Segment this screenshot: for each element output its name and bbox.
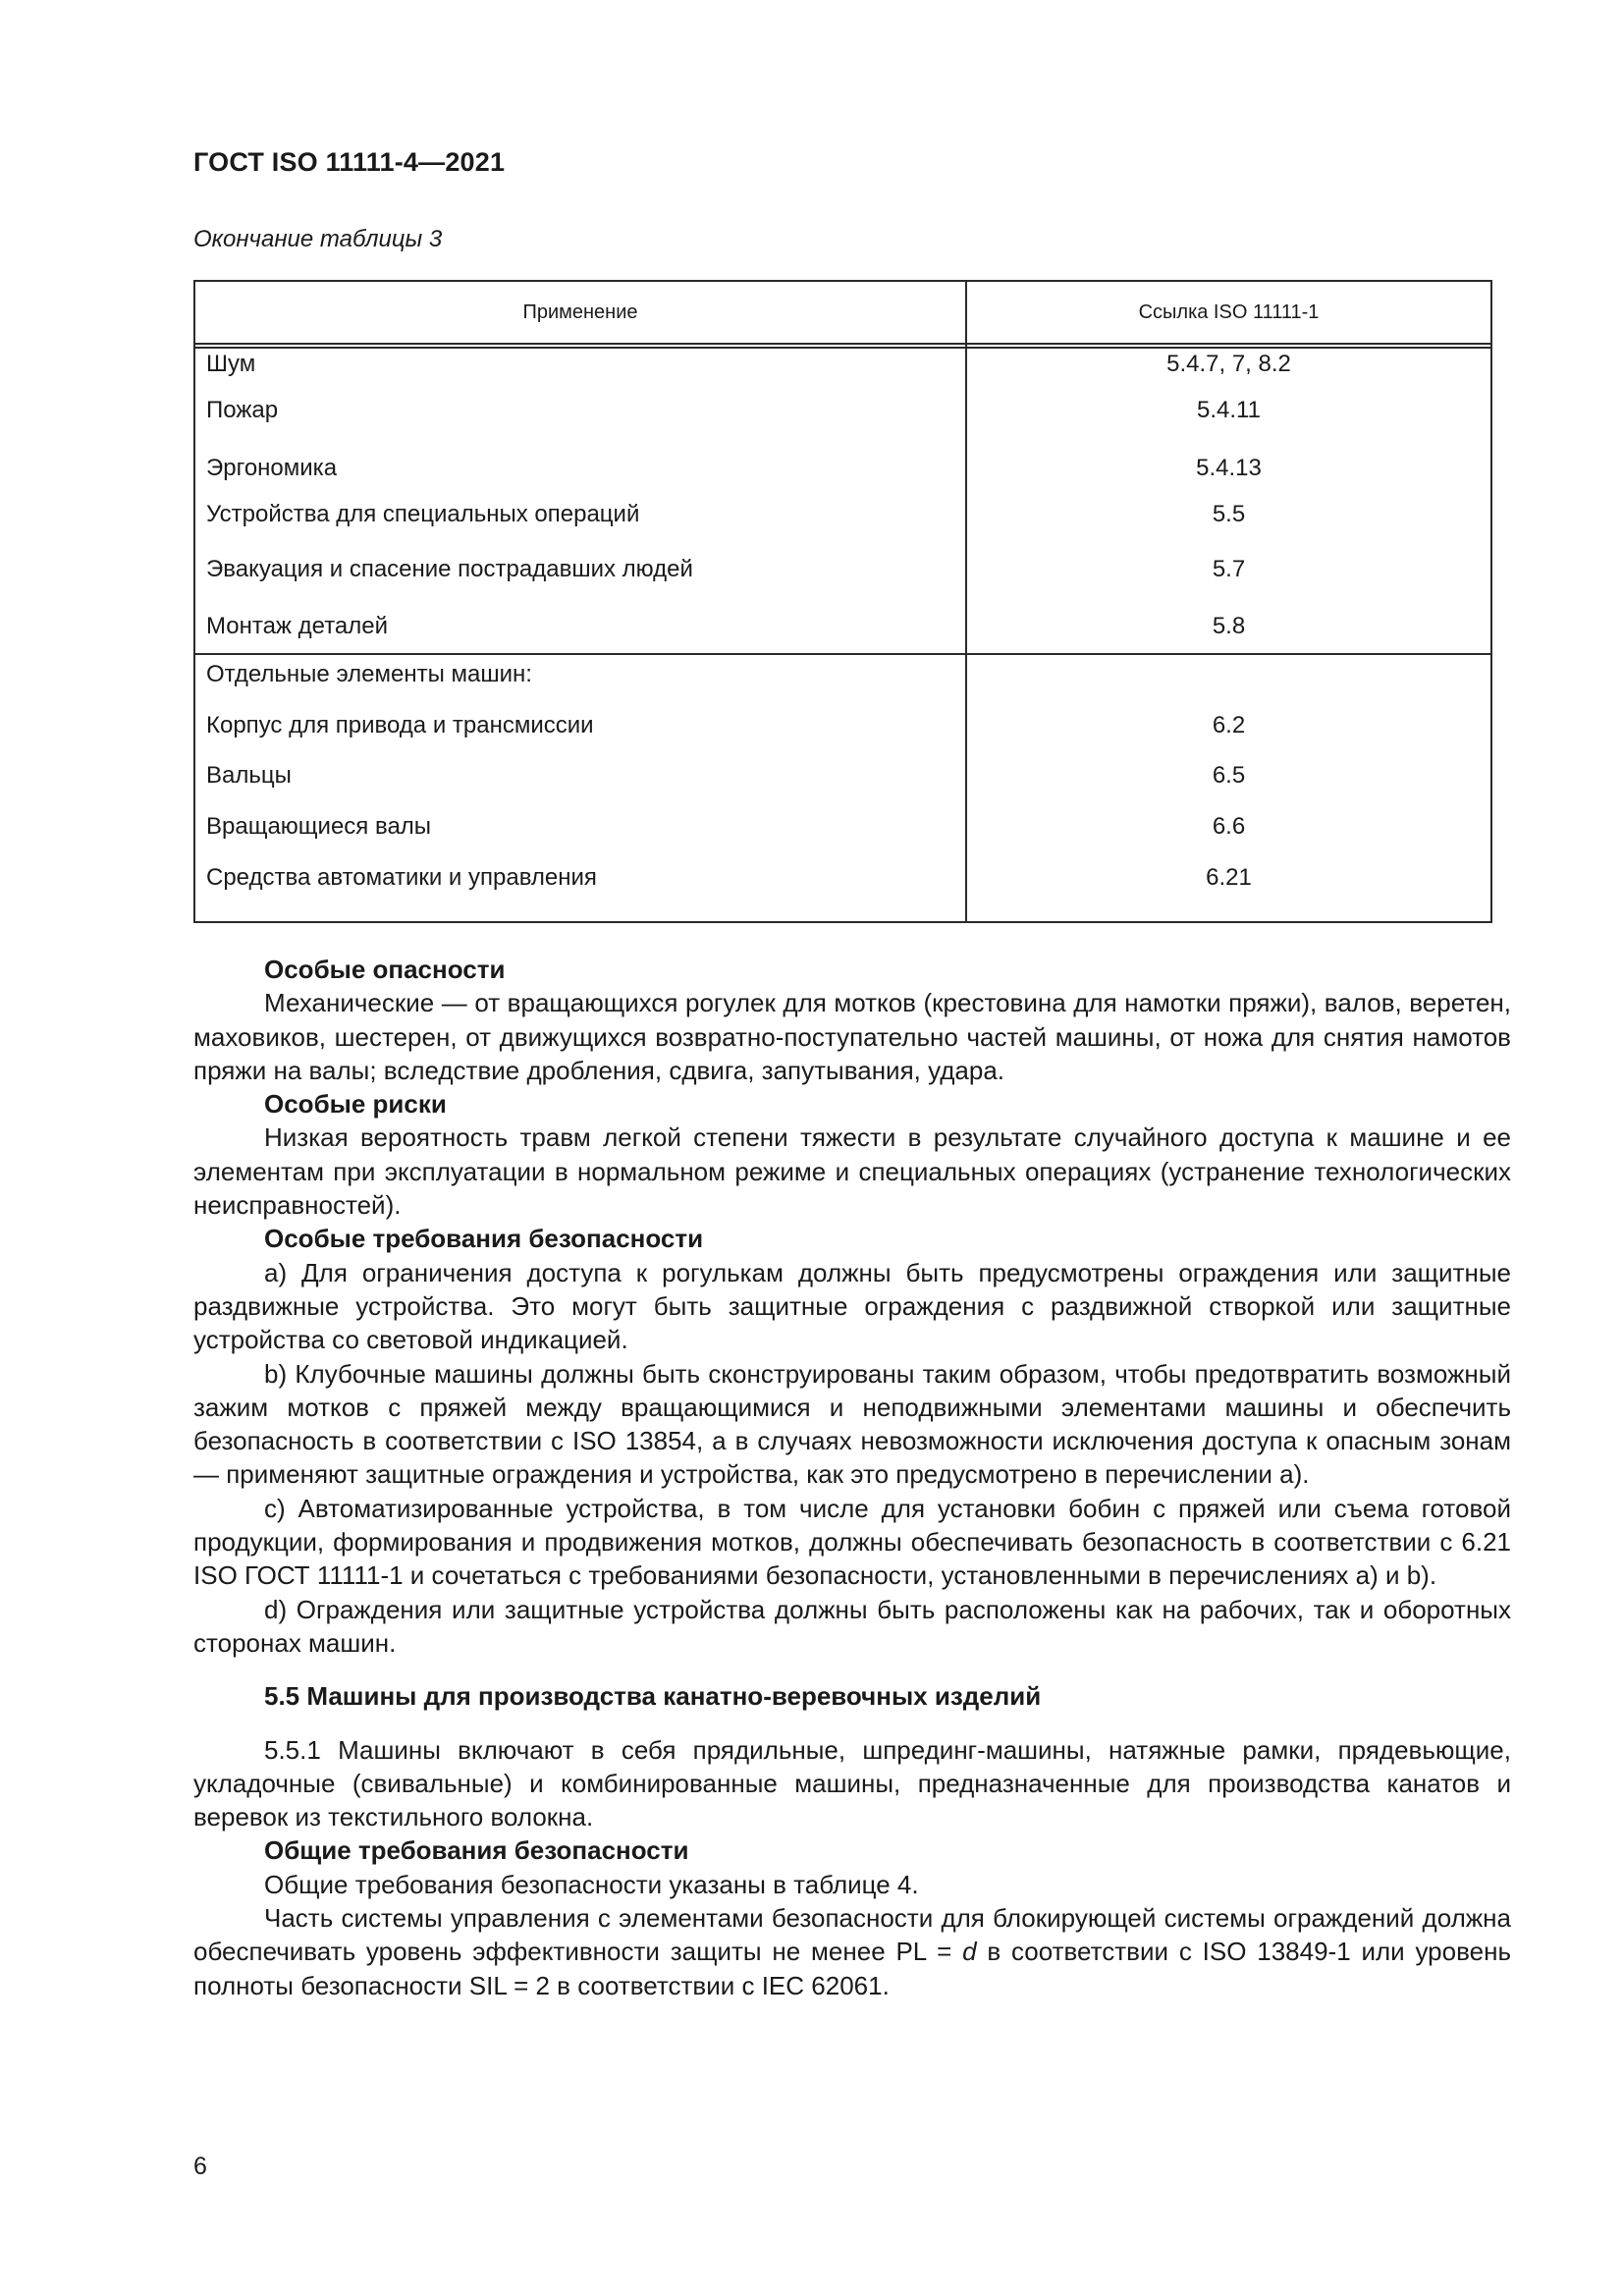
table-3-continuation bbox=[193, 280, 1492, 923]
cell-reference: 5.4.7, 7, 8.2 bbox=[1166, 351, 1291, 377]
cell-reference: 6.5 bbox=[1212, 762, 1246, 789]
cell-reference: 5.4.11 bbox=[1197, 397, 1261, 423]
paragraph-table-4-reference: Общие требования безопасности указаны в таблице 4. bbox=[264, 1869, 919, 1899]
table-row bbox=[195, 391, 1490, 430]
cell-application: Устройства для специальных операций bbox=[206, 501, 640, 527]
paragraph-requirement-d: d) Ограждения или защитные устройства должны быть расположены как на рабочих, так и оборотных сторонах машин. bbox=[193, 1594, 1511, 1658]
table-row bbox=[195, 655, 1490, 694]
cell-application: Шум bbox=[206, 351, 256, 377]
cell-reference: 6.21 bbox=[1206, 864, 1252, 891]
cell-reference: 6.6 bbox=[1212, 813, 1246, 840]
cell-application: Вальцы bbox=[206, 762, 292, 789]
cell-application: Эргономика bbox=[206, 455, 338, 481]
section-heading-5-5: 5.5 Машины для производства канатно-веревочных изделий bbox=[264, 1681, 1042, 1712]
heading-special-safety-requirements: Особые требования безопасности bbox=[264, 1224, 704, 1254]
cell-application: Отдельные элементы машин: bbox=[206, 661, 532, 687]
paragraph-requirement-c: c) Автоматизированные устройства, в том числе для установки бобин с пряжей или съема готовой продукции, формирования и продвижения мотков, должны обеспечивать безопасность в соответствии с 6.21 ISO ГОСТ 11111-1 и сочетаться с требованиями безопасности, установленными в перечислениях а) и b). bbox=[193, 1493, 1511, 1591]
control-system-text-end: в соответствии с ISO 13849-1 или уровень полноты безопасности SIL = 2 в соответствии с IEC 62061. bbox=[193, 1937, 1511, 2000]
column-header-application: Применение bbox=[522, 301, 638, 323]
cell-application: Вращающиеся валы bbox=[206, 813, 432, 840]
page-number: 6 bbox=[193, 2153, 207, 2180]
paragraph-requirement-a: а) Для ограничения доступа к рогулькам должны быть предусмотрены ограждения или защитные раздвижные устройства. Это могут быть защитные ограждения с раздвижной створкой или защитные устройства со световой индикацией. bbox=[193, 1257, 1511, 1355]
table-row bbox=[195, 756, 1490, 795]
cell-reference: 6.2 bbox=[1212, 712, 1246, 738]
table-row bbox=[195, 495, 1490, 534]
cell-application: Эвакуация и спасение пострадавших людей bbox=[206, 556, 693, 582]
heading-special-hazards: Особые опасности bbox=[264, 955, 506, 984]
cell-application: Пожар bbox=[206, 397, 279, 423]
cell-reference: 5.8 bbox=[1212, 613, 1246, 639]
paragraph-requirement-b: b) Клубочные машины должны быть сконструированы таким образом, чтобы предотвратить возможный зажим мотков с пряжей между вращающимися и неподвижными элементами машины и обеспечить безопасность в соответствии с ISO 13854, а в случаях невозможности исключения доступа к опасным зонам — применяют защитные ограждения и устройства, как это предусмотрено в перечислении а). bbox=[193, 1358, 1511, 1490]
cell-reference: 5.4.13 bbox=[1196, 455, 1262, 481]
table-row bbox=[195, 607, 1490, 646]
table-row bbox=[195, 449, 1490, 488]
paragraph-control-system bbox=[193, 1901, 1511, 2002]
table-row bbox=[195, 550, 1490, 589]
cell-application: Средства автоматики и управления bbox=[206, 864, 597, 891]
table-row bbox=[195, 807, 1490, 847]
cell-application: Корпус для привода и трансмиссии bbox=[206, 712, 594, 738]
document-code-header: ГОСТ ISO 11111-4—2021 bbox=[193, 147, 506, 177]
performance-level-variable: d bbox=[962, 1937, 977, 1967]
body-text bbox=[193, 953, 1511, 2002]
paragraph-mechanical-hazards: Механические — от вращающихся рогулек для мотков (крестовина для намотки пряжи), валов, веретен, маховиков, шестерен, от движущихся возвратно-поступательно частей машины, от ножа для снятия намотов пряжи на валы; вследствие дробления, сдвига, запутывания, удара. bbox=[193, 988, 1511, 1085]
paragraph-5-5-1: 5.5.1 Машины включают в себя прядильные, шпрединг-машины, натяжные рамки, прядевьющие, укладочные (свивальные) и комбинированные машины, предназначенные для производства канатов и веревок из текстильного волокна. bbox=[193, 1734, 1511, 1832]
table-row bbox=[195, 345, 1490, 384]
table-caption: Окончание таблицы 3 bbox=[193, 226, 443, 252]
cell-reference: 5.7 bbox=[1212, 556, 1246, 582]
cell-application: Монтаж деталей bbox=[206, 613, 389, 639]
table-row bbox=[195, 706, 1490, 745]
heading-special-risks: Особые риски bbox=[264, 1089, 447, 1120]
paragraph-risks: Низкая вероятность травм легкой степени тяжести в результате случайного доступа к машине и ее элементам при эксплуатации в нормальном режиме и специальных операциях (устранение технологических неисправностей). bbox=[193, 1122, 1511, 1221]
cell-reference: 5.5 bbox=[1212, 501, 1246, 527]
control-system-text-start: Часть системы управления с элементами безопасности для блокирующей системы ограждений должна обеспечивать уровень эффективности защиты не менее PL = bbox=[193, 1903, 1511, 1967]
table-row bbox=[195, 858, 1490, 898]
heading-general-safety-requirements: Общие требования безопасности bbox=[264, 1835, 689, 1866]
column-header-reference: Ссылка ISO 11111-1 bbox=[1138, 301, 1320, 323]
